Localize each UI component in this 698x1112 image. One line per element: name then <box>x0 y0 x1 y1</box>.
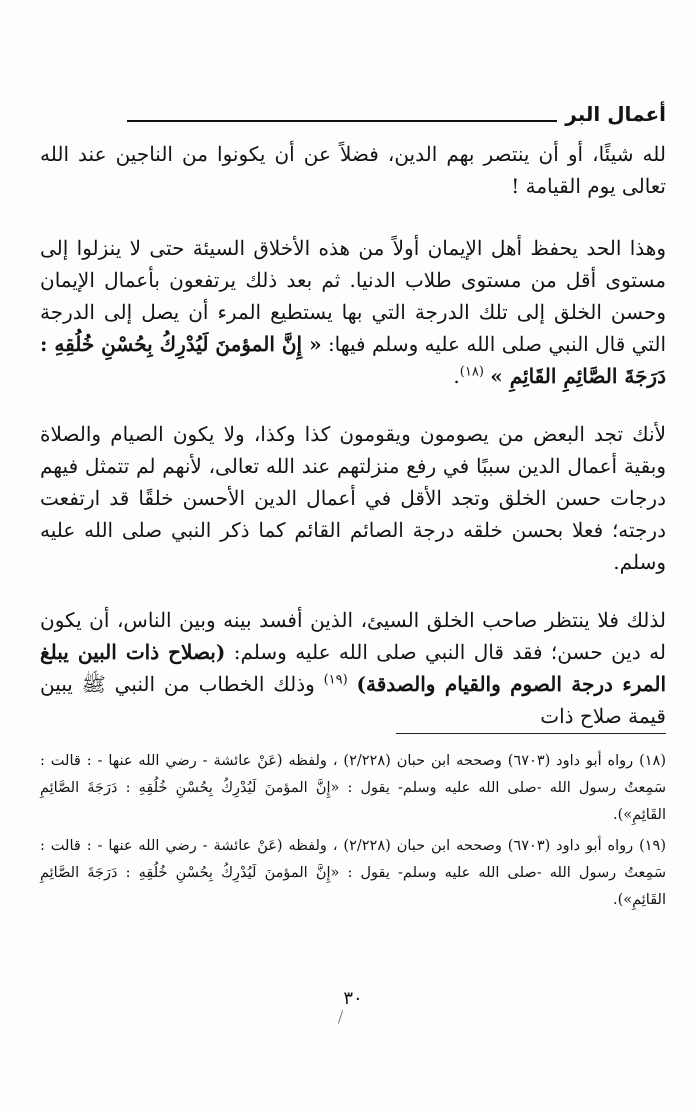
hadith-quote-19: (بصلاح ذات البين يبلغ المرء درجة الصوم والقيام والصدقة) <box>40 640 666 696</box>
page-number: ٣٠ <box>343 988 363 1009</box>
footnotes <box>40 748 666 918</box>
header-title: أعمال البر <box>565 102 666 126</box>
header-rule <box>127 120 557 122</box>
running-header <box>40 100 666 126</box>
hadith-quote-18: « إِنَّ المؤمنَ لَيُدْرِكُ بِحُسْنِ خُلُقِهِ : دَرَجَةَ الصَّائِمِ القَائِمِ » <box>40 332 666 388</box>
paragraph-4-text: لذلك فلا ينتظر صاحب الخلق السيئ، الذين أفسد بينه وبين الناس، أن يكون له دين حسن؛ فقد قال النبي صلى الله عليه وسلم: <box>40 608 666 664</box>
footnote-19: (١٩) رواه أبو داود (٦٧٠٣) وصححه ابن حبان (٢/٢٢٨) ، ولفظه (عَنْ عائشة - رضي الله عنها - : قالت : سَمِعتُ رسول الله -صلى الله عليه وسلم- يقول : «إِنَّ المؤمنَ لَيُدْرِكُ بِحُسْنِ خُلُقِهِ : دَرَجَةَ الصَّائِمِ القَائِمِ»). <box>40 838 666 908</box>
footnote-separator <box>396 733 666 734</box>
paragraph-4-end: وذلك الخطاب من النبي ﷺ يبين قيمة صلاح ذات <box>40 672 666 728</box>
paragraph-2-end: . <box>453 364 460 388</box>
paragraph-3: لأنك تجد البعض من يصومون ويقومون كذا وكذا، ولا يكون الصيام والصلاة وبقية أعمال الدين سببًا في رفع منزلتهم عند الله تعالى، لأنهم لم تتمثل فيهم درجات حسن الخلق وتجد الأقل في أعمال الدين الأحسن خلقًا قد ارتفعت درجته؛ فعلا بحسن خلقه درجة الصائم القائم كما ذكر النبي صلى الله عليه وسلم. <box>40 422 666 574</box>
book-page <box>40 88 666 1098</box>
paragraph-2-text: وهذا الحد يحفظ أهل الإيمان أولاً من هذه الأخلاق السيئة حتى لا ينزلوا إلى مستوى أقل من مستوى طلاب الدنيا. ثم بعد ذلك يرتفعون بأعمال الإيمان وحسن الخلق إلى تلك الدرجة التي بها يستطيع المرء أن يصل إلى الدرجة التي قال النبي صلى الله عليه وسلم فيها: <box>40 236 666 356</box>
footnote-18: (١٨) رواه أبو داود (٦٧٠٣) وصححه ابن حبان (٢/٢٢٨) ، ولفظه (عَنْ عائشة - رضي الله عنها - : قالت : سَمِعتُ رسول الله -صلى الله عليه وسلم- يقول : «إِنَّ المؤمنَ لَيُدْرِكُ بِحُسْنِ خُلُقِهِ : دَرَجَةَ الصَّائِمِ القَائِمِ»). <box>40 753 666 823</box>
scan-artifact <box>338 1010 343 1024</box>
paragraph-1: لله شيئًا، أو أن ينتصر بهم الدين، فضلاً عن أن يكونوا من الناجين عند الله تعالى يوم القيامة ! <box>40 142 666 198</box>
paragraph-2 <box>40 232 666 392</box>
paragraph-4 <box>40 604 666 732</box>
body-text <box>40 138 666 758</box>
footnote-ref-18: (١٨) <box>459 364 484 380</box>
footnote-ref-19: (١٩) <box>323 672 348 688</box>
